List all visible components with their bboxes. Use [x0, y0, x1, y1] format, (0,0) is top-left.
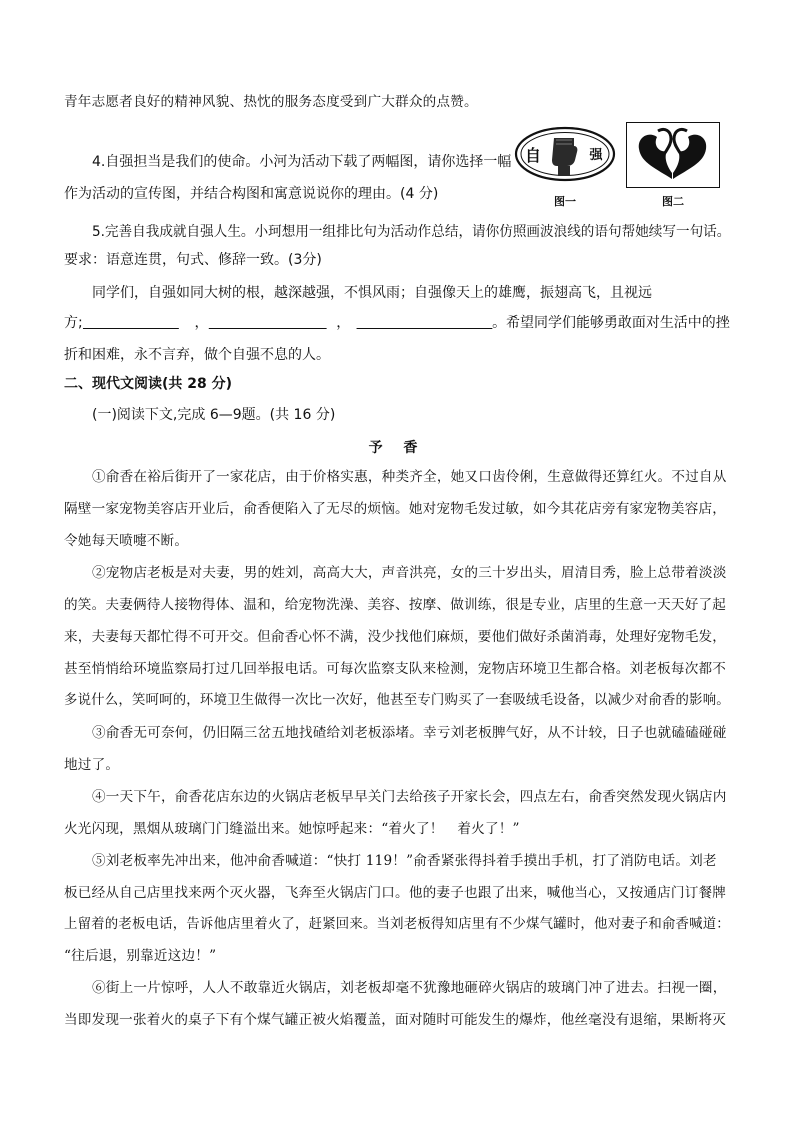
question-5-line-5: 折和困难，永不言弃，做个自强不息的人。	[64, 347, 330, 363]
paragraph-1-line: 隔壁一家宠物美容店开业后，俞香便陷入了无尽的烦恼。她对宠物毛发过敏，如今其花店旁有家宠物美容店，	[64, 501, 727, 517]
figure-1	[514, 124, 616, 190]
figure-1-caption: 图一	[554, 195, 576, 208]
subsection-heading: (一)阅读下文,完成 6—9题。(共 16 分)	[92, 407, 336, 423]
fill-line-sep-2: ，	[336, 315, 351, 331]
paragraph-2-line: 甚至悄悄给环境监察局打过几回举报电话。可每次监察支队来检测，宠物店环境卫生都合格。刘老板每次都不	[64, 661, 727, 677]
section-2-heading: 二、现代文阅读(共 28 分)	[64, 376, 233, 392]
swan-heart-icon	[627, 123, 718, 186]
answer-blank-1[interactable]	[83, 314, 179, 329]
answer-blank-3[interactable]	[356, 314, 492, 329]
figure-1-left-char: 自	[524, 146, 541, 165]
paragraph-5-line: “往后退，别靠近这边！”	[64, 948, 217, 964]
figure-1-right-char: 强	[589, 148, 603, 163]
fill-line-start: 方;	[64, 315, 83, 331]
figure-2-caption: 图二	[662, 195, 684, 208]
question-5-line-2: 要求：语意连贯，句式、修辞一致。(3分)	[64, 252, 322, 268]
paragraph-2-line: 来，夫妻每天都忙得不可开交。但俞香心怀不满，没少找他们麻烦，要他们做好杀菌消毒，处理好宠物毛发，	[64, 629, 727, 645]
figure-2	[626, 122, 720, 188]
passage-title: 予 香	[368, 440, 426, 456]
fill-line-end: 。希望同学们能够勇敢面对生活中的挫	[492, 315, 730, 331]
paragraph-2-line: 的笑。夫妻俩待人接物得体、温和，给宠物洗澡、美容、按摩、做训练，很是专业，店里的生意一天天好了起	[64, 597, 727, 613]
answer-blank-2[interactable]	[209, 314, 327, 329]
question-4-line-2: 作为活动的宣传图，并结合构图和寓意说说你的理由。(4 分)	[64, 186, 439, 202]
paragraph-5-line: 上留着的老板电话，告诉他店里着火了，赶紧回来。当刘老板得知店里有不少煤气罐时，他对妻子和俞香喊道：	[64, 916, 730, 932]
fill-line-sep-1: ，	[194, 315, 209, 331]
paragraph-5-line: ⑤刘老板率先冲出来，他冲俞香喊道：“快打 119！”俞香紧张得抖着手摸出手机，打了消防电话。刘老	[92, 853, 717, 869]
paragraph-1-line: 令她每天喷嚏不断。	[64, 533, 189, 549]
paragraph-6-line: ⑥街上一片惊呼，人人不敢靠近火锅店，刘老板却毫不犹豫地砸碎火锅店的玻璃门冲了进去。扫视一圈，	[92, 980, 727, 996]
paragraph-3-line: ③俞香无可奈何，仍旧隔三岔五地找碴给刘老板添堵。幸亏刘老板脾气好，从不计较，日子也就磕磕碰碰	[92, 725, 727, 741]
question-5-line-3: 同学们，自强如同大树的根，越深越强，不惧风雨；自强像天上的雄鹰，振翅高飞，且视远	[92, 285, 652, 301]
question-5-line-1: 5.完善自我成就自强人生。小珂想用一组排比句为活动作总结，请你仿照画波浪线的语句帮她续写一句话。	[92, 224, 731, 240]
paragraph-4-line: 火光闪现，黑烟从玻璃门门缝溢出来。她惊呼起来：“着火了！ 着火了！”	[64, 821, 520, 837]
text-line: 青年志愿者良好的精神风貌、热忱的服务态度受到广大群众的点赞。	[64, 94, 478, 110]
paragraph-2-line: 多说什么，笑呵呵的，环境卫生做得一次比一次好，他甚至专门购买了一套吸绒毛设备，以减少对俞香的影响。	[64, 692, 730, 708]
paragraph-2-line: ②宠物店老板是对夫妻，男的姓刘，高高大大，声音洪亮，女的三十岁出头，眉清目秀，脸上总带着淡淡	[92, 565, 727, 581]
question-4-line-1: 4.自强担当是我们的使命。小河为活动下载了两幅图，请你选择一幅	[92, 154, 512, 170]
paragraph-5-line: 板已经从自己店里找来两个灭火器，飞奔至火锅店门口。他的妻子也跟了出来，喊他当心，又按通店门订餐牌	[64, 885, 727, 901]
question-5-fill-line	[64, 313, 730, 333]
paragraph-1-line: ①俞香在裕后街开了一家花店，由于价格实惠，种类齐全，她又口齿伶俐，生意做得还算红火。不过自从	[92, 469, 727, 485]
paragraph-4-line: ④一天下午，俞香花店东边的火锅店老板早早关门去给孩子开家长会，四点左右，俞香突然发现火锅店内	[92, 789, 727, 805]
paragraph-6-line: 当即发现一张着火的桌子下有个煤气罐正被火焰覆盖，面对随时可能发生的爆炸，他丝毫没有退缩，果断将灭	[64, 1012, 727, 1028]
paragraph-3-line: 地过了。	[64, 757, 120, 773]
